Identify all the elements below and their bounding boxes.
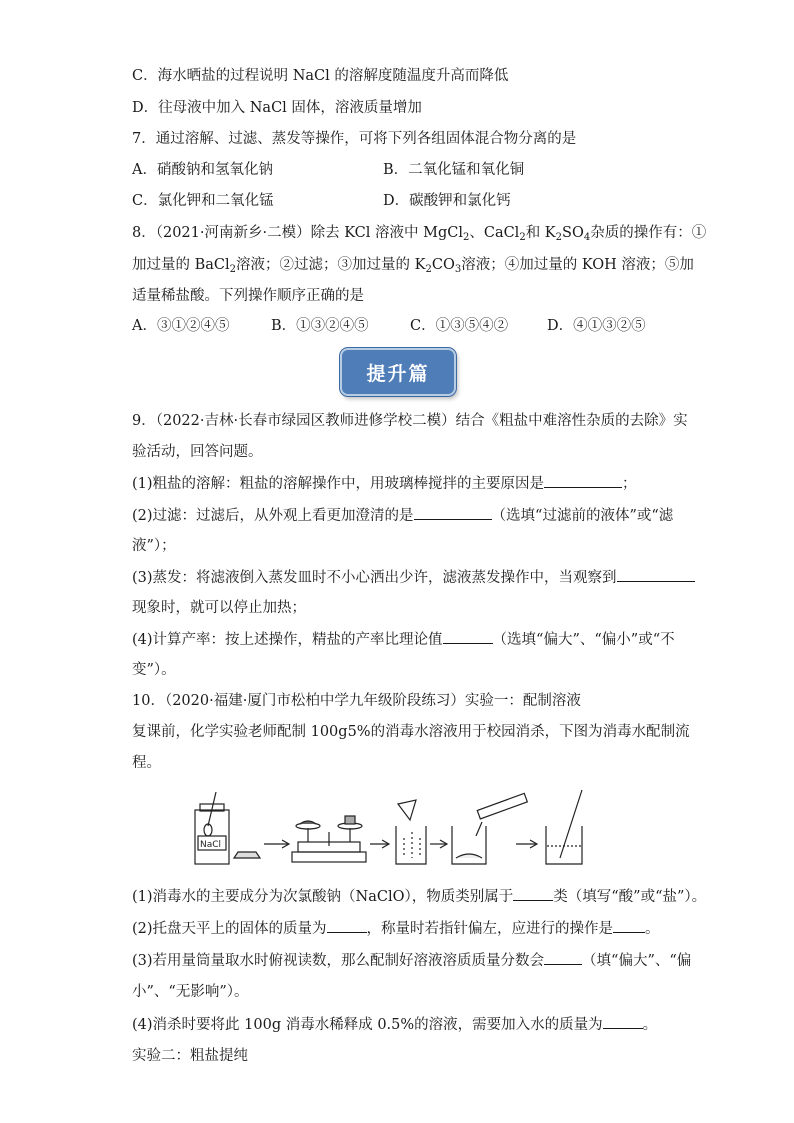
q8-option-b: B．①③②④⑤ [271,318,369,334]
answer-blank[interactable] [603,1014,643,1029]
solution-preparation-diagram [190,788,600,870]
question-10-line-2: 复课前，化学实验老师配制 100g5%的消毒水溶液用于校园消杀，下图为消毒水配制流 [132,724,690,740]
question-10-line-3: 程。 [132,755,161,771]
beaker [452,826,486,864]
q8-option-d: D．④①③②⑤ [547,318,646,334]
spoon [208,792,216,826]
question-10-part-3: (3)若用量筒量取水时俯视读数，那么配制好溶液溶质质量分数会 （填“偏大”、“偏 [132,950,691,971]
question-8-line-3: 适量稀盐酸。下列操作顺序正确的是 [132,288,364,304]
answer-blank[interactable] [414,505,492,520]
answer-blank[interactable] [544,473,622,488]
experiment-2-heading: 实验二：粗盐提纯 [132,1048,248,1064]
bottle-label: NaCl [200,840,222,850]
question-10-part-3-cont: 小”、“无影响”）。 [132,984,249,1000]
option-d-q6: D．往母液中加入 NaCl 固体，溶液质量增加 [132,100,422,116]
question-9-part-2: (2)过滤：过滤后，从外观上看更加澄清的是 （选填“过滤前的液体”或“滤 [132,505,673,526]
question-9-line-1: 9．（2022·吉林·长春市绿园区教师进修学校二模）结合《粗盐中难溶性杂质的去除》实 [132,413,688,429]
question-9-line-2: 验活动，回答问题。 [132,444,263,460]
section-banner: 提升篇 [340,348,456,396]
bottle-cap [234,852,260,858]
question-9-part-4: (4)计算产率：按上述操作，精盐的产率比理论值 （选填“偏大”、“偏小”或“不 [132,629,675,650]
question-10-part-2: (2)托盘天平上的固体的质量为 ，称量时若指针偏左，应进行的操作是 。 [132,918,660,939]
question-8-line-1: 8．（2021·河南新乡·二模）除去 KCl 溶液中 MgCl$_2$、CaCl$_2$和 $K_2SO_4$杂质的操作有：① [132,225,707,243]
beaker [396,826,426,864]
question-10-part-1: (1)消毒水的主要成分为次氯酸钠（NaClO），物质类别属于 类（填写“酸”或“盐”）。 [132,886,706,907]
graduated-cylinder [477,793,527,819]
question-9-part-2-cont: 液”）； [132,538,176,554]
question-9-part-3: (3)蒸发：将滤液倒入蒸发皿时不小心洒出少许，滤液蒸发操作中，当观察到 [132,567,695,588]
q7-option-c: C．氯化钾和二氧化锰 [132,193,274,209]
question-10-line-1: 10．（2020·福建·厦门市松柏中学九年级阶段练习）实验一：配制溶液 [132,693,581,709]
question-9-part-3-cont: 现象时，就可以停止加热； [132,600,306,616]
question-10-part-4: (4)消杀时要将此 100g 消毒水稀释成 0.5%的溶液，需要加入水的质量为 。 [132,1014,657,1035]
answer-blank[interactable] [613,918,645,933]
question-7-stem: 7．通过溶解、过滤、蒸发等操作，可将下列各组固体混合物分离的是 [132,131,577,147]
q7-option-b: B．二氧化锰和氧化铜 [383,162,525,178]
q7-option-d: D．碳酸钾和氯化钙 [383,193,511,209]
answer-blank[interactable] [544,950,582,965]
answer-blank[interactable] [513,886,553,901]
answer-blank[interactable] [327,918,367,933]
question-9-part-1: (1)粗盐的溶解：粗盐的溶解操作中，用玻璃棒搅拌的主要原因是 ； [132,473,637,494]
question-8-line-2: 加过量的 BaCl$_2$溶液；②过滤；③加过量的 $K_2CO_3$溶液；④加过量的 KOH 溶液；⑤加 [132,257,694,275]
question-9-part-4-cont: 变”）。 [132,662,176,678]
q8-option-c: C．①③⑤④② [410,318,509,334]
q7-option-a: A．硝酸钠和氢氧化钠 [132,162,273,178]
answer-blank[interactable] [617,567,695,582]
glass-rod [560,790,582,858]
answer-blank[interactable] [443,629,493,644]
balance-base [292,852,366,862]
option-c-q6: C．海水晒盐的过程说明 NaCl 的溶解度随温度升高而降低 [132,68,509,84]
q8-option-a: A．③①②④⑤ [132,318,230,334]
